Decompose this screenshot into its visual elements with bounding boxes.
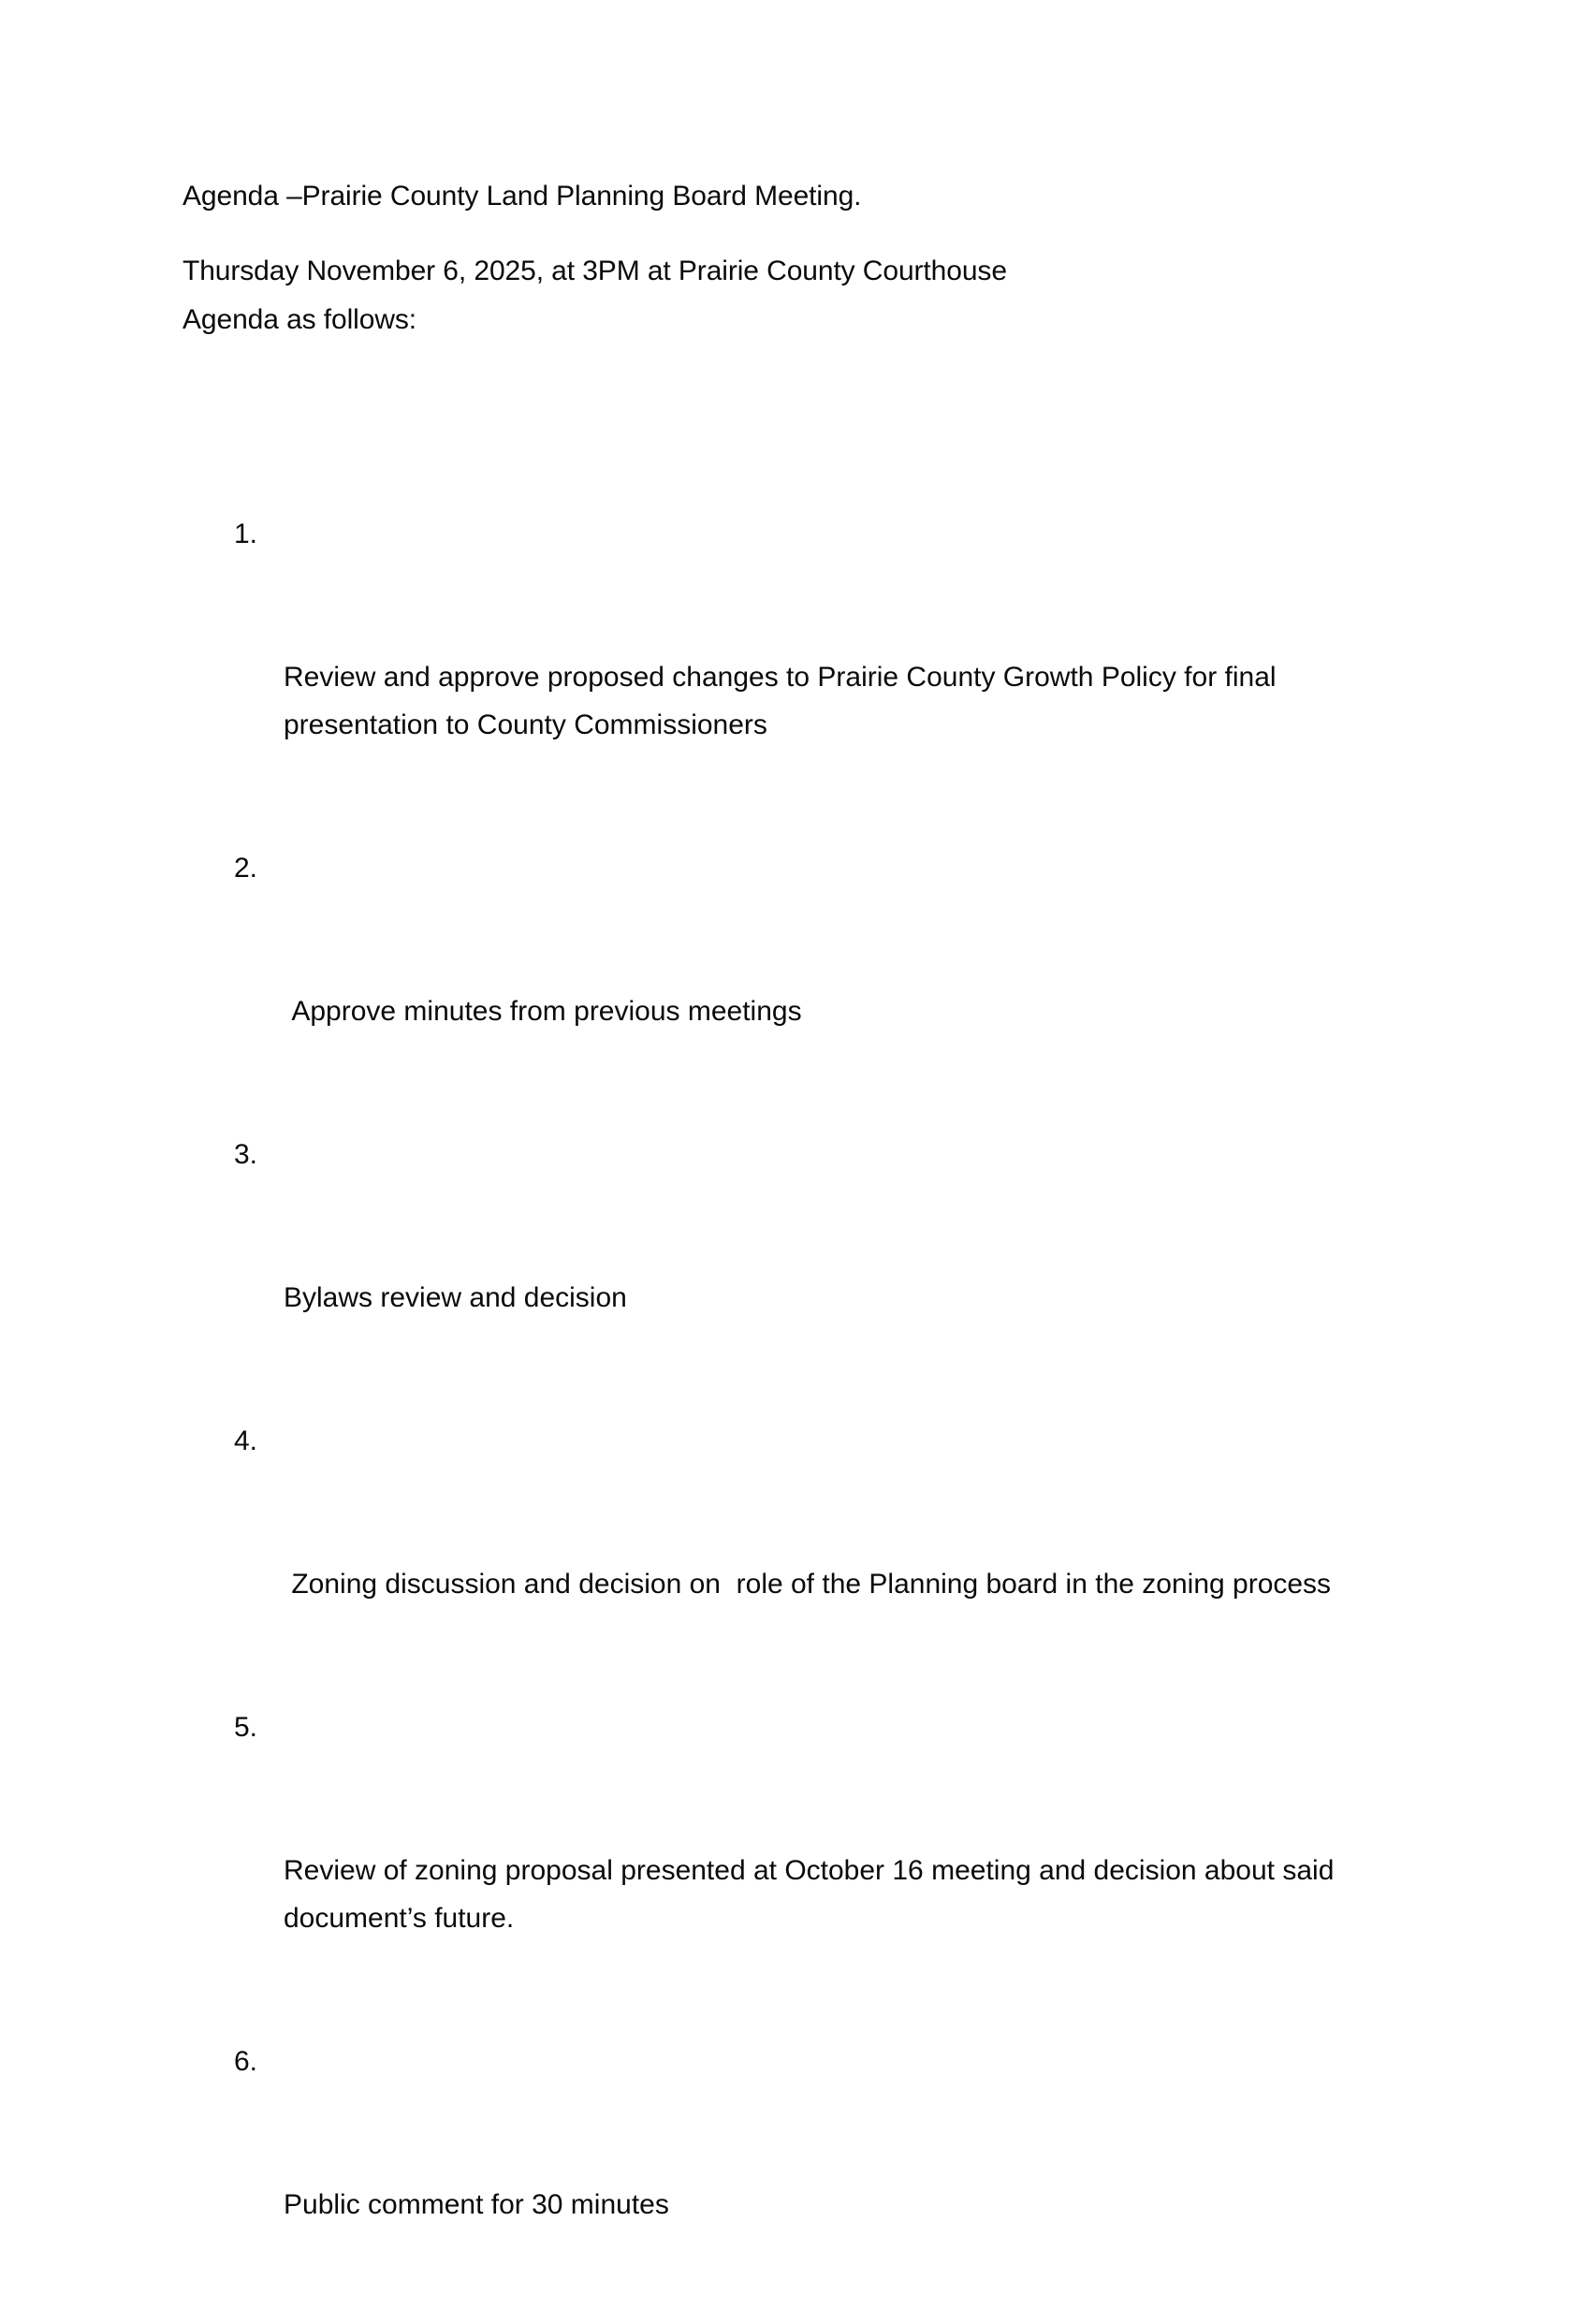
list-item-number: 1. (234, 519, 258, 549)
agenda-intro-line: Agenda as follows: (182, 304, 417, 335)
list-item-text: Approve minutes from previous meetings (284, 996, 802, 1027)
list-item (182, 1131, 1362, 1417)
list-item (182, 510, 1362, 844)
list-item-number: 6. (234, 2046, 258, 2077)
list-item-number: 2. (234, 853, 258, 884)
agenda-list (182, 510, 1362, 2324)
meeting-datetime-location: Thursday November 6, 2025, at 3PM at Prairie County Courthouse (182, 256, 1007, 286)
list-item-text: Review of zoning proposal presented at October 16 meeting and decision about said document’s future. (284, 1855, 1342, 1934)
list-item-number: 5. (234, 1712, 258, 1743)
list-item-number: 4. (234, 1425, 258, 1456)
list-item-number: 3. (234, 1139, 258, 1170)
document-title: Agenda –Prairie County Land Planning Board Meeting. (182, 181, 862, 212)
list-item (182, 2038, 1362, 2324)
list-item (182, 1417, 1362, 1703)
list-item (182, 844, 1362, 1131)
list-item-text: Zoning discussion and decision on role of the Planning board in the zoning process (284, 1569, 1332, 1600)
document-header-block (182, 178, 1418, 339)
list-item-text: Public comment for 30 minutes (284, 2189, 669, 2220)
list-item-text: Bylaws review and decision (284, 1282, 627, 1313)
list-item-text: Review and approve proposed changes to Prairie County Growth Policy for final presentation to County Commissioners (284, 662, 1284, 740)
list-item (182, 1703, 1362, 2038)
